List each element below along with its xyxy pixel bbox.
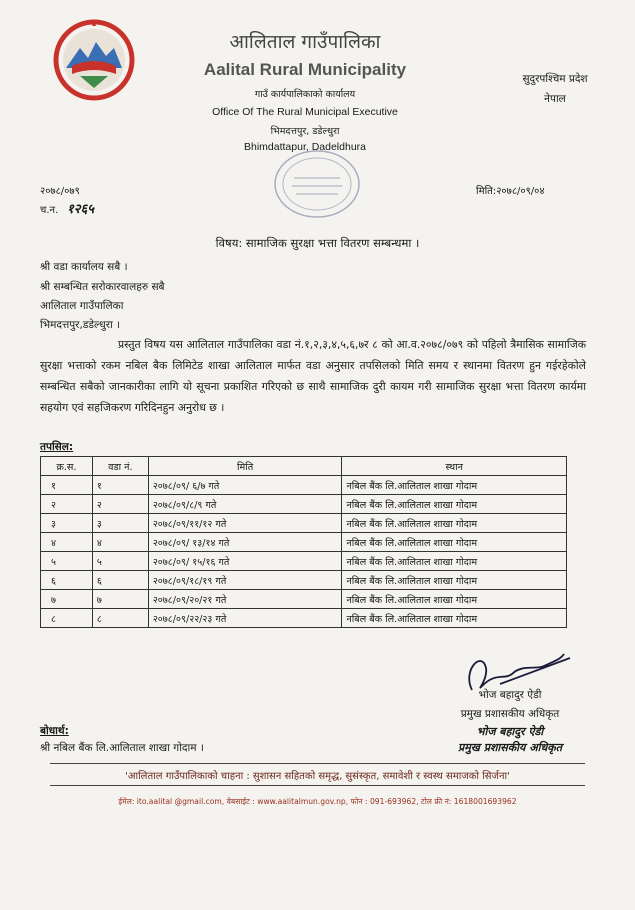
contact-details: ईमेल: ito.aalital @gmail.com, वेबसाईट : www.aalitalmun.gov.np, फोन : 091-693962, टोल फ्री नं: 1618001693962 <box>118 797 517 806</box>
fiscal-year: २०७८/०७९ <box>40 186 80 197</box>
addressee-line: भिमदत्तपुर,डडेल्धुरा । <box>40 319 121 331</box>
column-header-location: स्थान <box>342 457 567 476</box>
cell-date: २०७८/०९/ १३/१४ गते <box>148 533 342 552</box>
addressee-line: आलिताल गाउँपालिका <box>40 300 124 312</box>
cell-serial: २ <box>41 495 93 514</box>
cell-serial: ६ <box>41 571 93 590</box>
letter-date: मिति:२०७८/०९/०४ <box>476 186 545 197</box>
cell-date: २०७८/०९/२२/२३ गते <box>148 609 342 628</box>
dispatch-number: १२६५ <box>67 202 95 217</box>
nepal-emblem-icon <box>52 18 136 102</box>
schedule-label: तपसिल: <box>40 441 74 453</box>
cell-location: नबिल बैंक लि.आलिताल शाखा गोदाम <box>342 476 567 495</box>
table-row <box>41 552 567 571</box>
cc-recipient: श्री नबिल बैंक लि.आलिताल शाखा गोदाम । <box>40 742 204 754</box>
signatory-name-stamp: भोज बहादुर ऐडी <box>476 725 544 738</box>
cell-location: नबिल बैंक लि.आलिताल शाखा गोदाम <box>342 495 567 514</box>
cell-ward: ८ <box>92 609 148 628</box>
office-name-english: Office Of The Rural Municipal Executive <box>212 106 398 118</box>
footer-divider <box>50 785 585 786</box>
cell-date: २०७८/०९/११/१२ गते <box>148 514 342 533</box>
cell-serial: ७ <box>41 590 93 609</box>
table-row <box>41 514 567 533</box>
municipality-name-nepali: आलिताल गाउँपालिका <box>229 31 381 53</box>
office-name-nepali: गाउँ कार्यपालिकाको कार्यालय <box>254 89 356 100</box>
cell-location: नबिल बैंक लि.आलिताल शाखा गोदाम <box>342 571 567 590</box>
cell-ward: ७ <box>92 590 148 609</box>
table-row <box>41 590 567 609</box>
column-header-serial: क्र.स. <box>41 457 93 476</box>
addressee-line: श्री सम्बन्धित सरोकारवालहरु सबै <box>40 281 165 293</box>
footer-divider <box>50 763 585 764</box>
table-row <box>41 571 567 590</box>
cell-location: नबिल बैंक लि.आलिताल शाखा गोदाम <box>342 609 567 628</box>
signatory-title: प्रमुख प्रशासकीय अधिकृत <box>460 708 560 720</box>
address-nepali: भिमदत्तपुर, डडेल्धुरा <box>270 126 340 137</box>
cell-date: २०७८/०९/२०/२१ गते <box>148 590 342 609</box>
addressee-line: श्री वडा कार्यालय सबै । <box>40 261 128 273</box>
column-header-ward: वडा नं. <box>92 457 148 476</box>
municipality-vision-statement: 'आलिताल गाउँपालिकाको चाहना : सुशासन सहितको समृद्ध, सुसंस्कृत, समावेशी र स्वस्थ समाजको सिर्जना' <box>125 771 510 782</box>
cell-ward: ३ <box>92 514 148 533</box>
cell-location: नबिल बैंक लि.आलिताल शाखा गोदाम <box>342 552 567 571</box>
address-english: Bhimdattapur, Dadeldhura <box>244 141 366 153</box>
cell-date: २०७८/०९/ ६/७ गते <box>148 476 342 495</box>
table-row <box>41 533 567 552</box>
cell-ward: ४ <box>92 533 148 552</box>
letter-body: प्रस्तुत विषय यस आलिताल गाउँपालिका वडा नं.१,२,३,४,५,६,७र ८ को आ.व.२०७८/०७९ को पहिलो त्रैमासिक सामाजिक सुरक्षा भत्ताको रकम नबिल बैक लिमिटेड शाखा आलिताल मार्फत वडा अनुसार तपसिलको मिति समय र स्थानमा वितरण हुन गईरहेकोले सम्बन्धित सबैको जानकारीका लागि यो सूचना प्रकाशित गरिएको छ साथै सामाजिक दुरी कायम गरी सामाजिक सुरक्षा भत्ता वितरण कार्यमा सहयोग एवं सहजिकरण गरिदिनहुन अनुरोध छ । <box>40 338 586 414</box>
cc-label: बोधार्थ: <box>40 725 69 737</box>
cell-location: नबिल बैंक लि.आलिताल शाखा गोदाम <box>342 590 567 609</box>
cell-ward: ६ <box>92 571 148 590</box>
office-stamp-icon <box>262 148 372 220</box>
municipality-name-english: Aalital Rural Municipality <box>203 60 407 79</box>
table-row <box>41 609 567 628</box>
cell-ward: २ <box>92 495 148 514</box>
cell-date: २०७८/०९/८/९ गते <box>148 495 342 514</box>
cell-serial: ३ <box>41 514 93 533</box>
cell-ward: ५ <box>92 552 148 571</box>
signatory-title-stamp: प्रमुख प्रशासकीय अधिकृत <box>458 741 562 754</box>
cell-location: नबिल बैंक लि.आलिताल शाखा गोदाम <box>342 533 567 552</box>
cell-serial: १ <box>41 476 93 495</box>
letter-subject: विषय: सामाजिक सुरक्षा भत्ता वितरण सम्बन्धमा । <box>215 236 420 250</box>
cell-serial: ४ <box>41 533 93 552</box>
table-header-row <box>41 457 567 476</box>
column-header-date: मिति <box>148 457 342 476</box>
cell-serial: ५ <box>41 552 93 571</box>
cell-date: २०७८/०९/१८/१९ गते <box>148 571 342 590</box>
province-name: सुदुरपश्चिम प्रदेश <box>522 73 588 85</box>
table-row <box>41 495 567 514</box>
cell-date: २०७८/०९/ १५/१६ गते <box>148 552 342 571</box>
dispatch-number-label: च.न. <box>40 205 59 216</box>
table-row <box>41 476 567 495</box>
distribution-schedule-table <box>40 456 567 628</box>
country-name: नेपाल <box>544 93 566 105</box>
cell-serial: ८ <box>41 609 93 628</box>
cell-location: नबिल बैंक लि.आलिताल शाखा गोदाम <box>342 514 567 533</box>
signatory-name: भोज बहादुर ऐडी <box>478 689 542 701</box>
cell-ward: १ <box>92 476 148 495</box>
